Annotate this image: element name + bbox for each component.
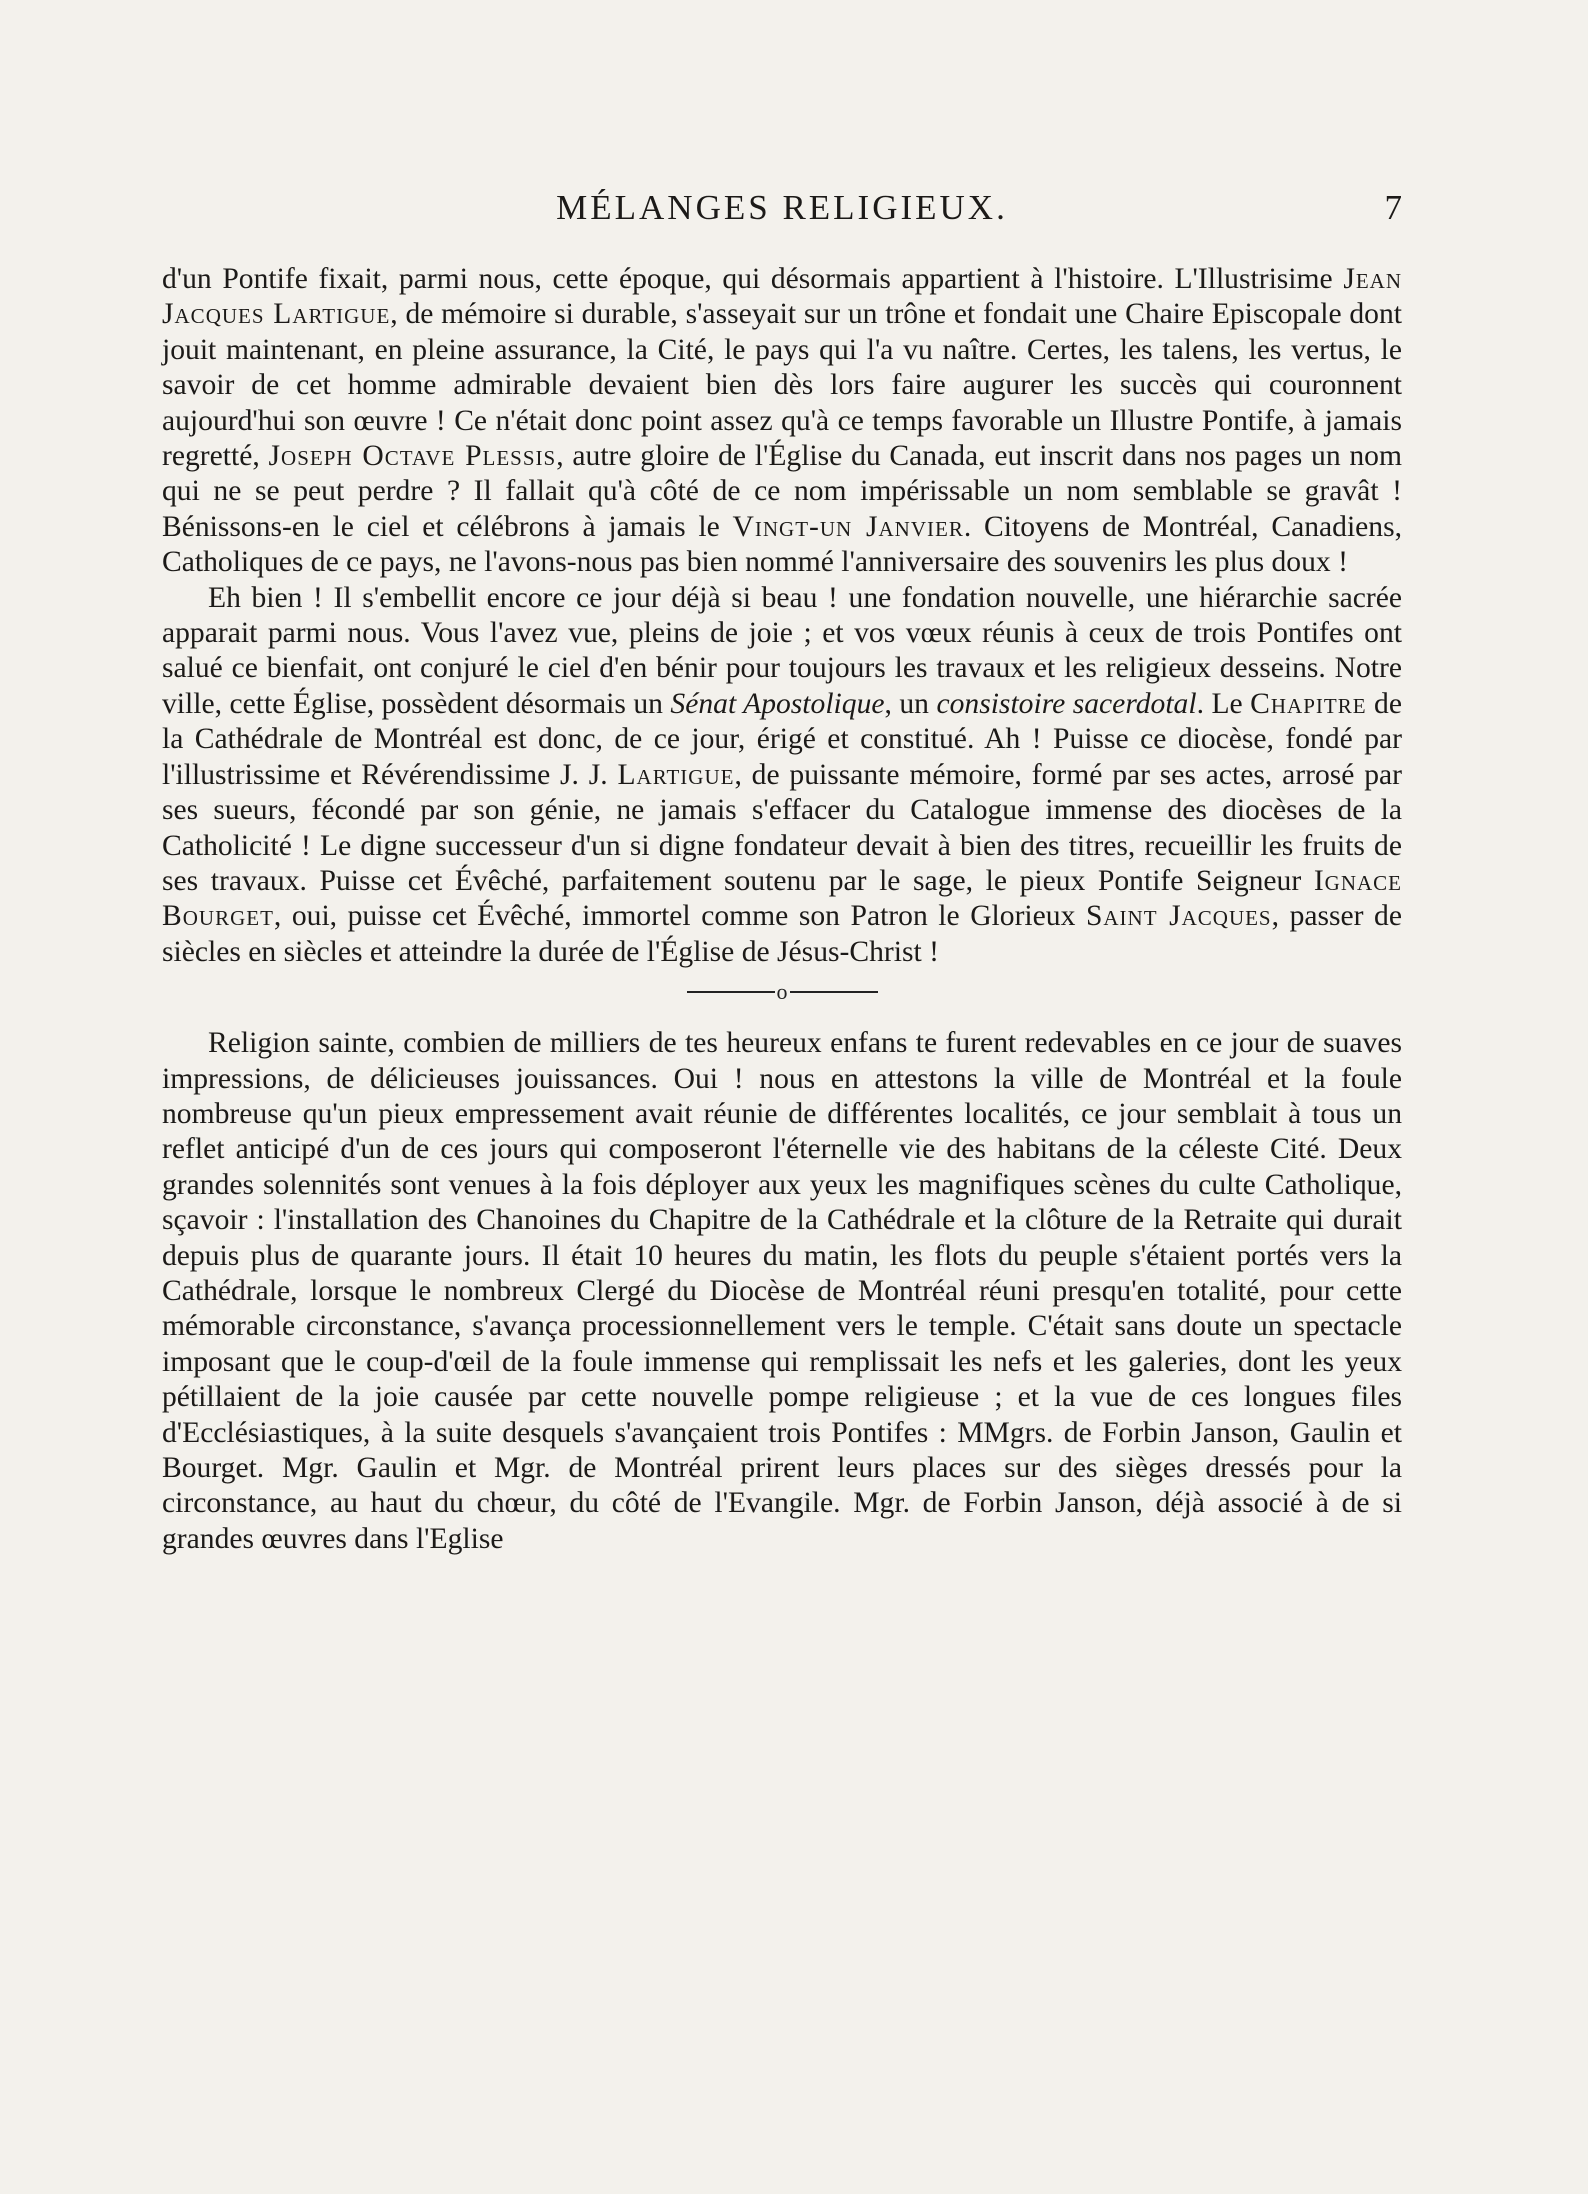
italic-senat: Sénat Apostolique	[670, 687, 885, 720]
text-run: Eh bien ! Il s'embellit encore ce jour déjà si beau ! une fondation nouvelle, une hiérarchie sacrée apparait parmi nous. Vous l'avez vue, pleins de joie ; et vos vœux réunis à ceux de trois Pontifes ont salué ce bienfait, ont conjuré le ciel d'en bénir pour toujours les travaux et les religieux desseins. Notre ville, cette Église, possèdent désormais un	[162, 581, 1402, 720]
italic-consistoire: consistoire sacerdotal	[936, 687, 1197, 720]
text-run: , passer de siècles en siècles et atteindre la durée de l'Église de Jésus-Christ !	[162, 900, 1402, 968]
text-run: , de mémoire si durable, s'asseyait sur un trône et fondait une Chaire Episcopale dont jouit maintenant, en pleine assurance, la Cité, le pays qui l'a vu naître. Certes, les talens, les vertus, le savoir de cet homme admirable devaient bien dès lors faire augurer les succès qui couronnent aujourd'hui son œuvre ! Ce n'était donc point assez qu'à ce temps favorable un Illustre Pontife, à jamais regretté,	[162, 298, 1402, 473]
name-vingt-un-janvier: Vingt-un Janvier	[732, 510, 964, 543]
text-run: de la Cathédrale de Montréal est donc, de ce jour, érigé et constitué. Ah ! Puisse ce diocèse, fondé par l'illustrissime et Révérendissime J. J.	[162, 687, 1402, 791]
page-number: 7	[1384, 188, 1402, 227]
text-run: . Citoyens de Montréal, Canadiens, Catholiques de ce pays, ne l'avons-nous pas bien nommé l'anniversaire des souvenirs les plus doux !	[162, 510, 1403, 579]
paragraph-religion: Religion sainte, combien de milliers de tes heureux enfans te furent redevables en ce jour de suaves impressions, de délicieuses jouissances. Oui ! nous en attestons la ville de Montréal et la foule nombreuse qu'un pieux empressement avait réunie de différentes localités, ce jour semblait à tous un reflet anticipé d'un de ces jours qui composeront l'éternelle vie des habitans de la céleste Cité. Deux grandes solennités sont venues à la fois déployer aux yeux les magnifiques scènes du culte Catholique, sçavoir : l'installation des Chanoines du Chapitre de la Cathédrale et la clôture de la Retraite qui durait depuis plus de quarante jours. Il était 10 heures du matin, les flots du peuple s'étaient portés vers la Cathédrale, lorsque le nombreux Clergé du Diocèse de Montréal réuni presqu'en totalité, pour cette mémorable circonstance, s'avança processionnellement vers le temple. C'était sans doute un spectacle imposant que le coup-d'œil de la foule immense qui remplissait les nefs et les galeries, dont les yeux pétillaient de la joie causée par cette nouvelle pompe religieuse ; et la vue de ces longues files d'Ecclésiastiques, à la suite desquels s'avançaient trois Pontifes : MMgrs. de Forbin Janson, Gaulin et Bourget. Mgr. Gaulin et Mgr. de Montréal prirent leurs places sur des sièges dressés pour la circonstance, au haut du chœur, du côté de l'Evangile. Mgr. de Forbin Janson, déjà associé à de si grandes œuvres dans l'Eglise	[162, 1027, 1402, 1555]
name-plessis: Joseph Octave Plessis	[268, 440, 557, 473]
paragraph-continuation	[162, 262, 1402, 581]
running-title: MÉLANGES RELIGIEUX.	[556, 188, 1008, 227]
name-bourget: Ignace Bourget	[162, 864, 1402, 933]
text-run: , autre gloire de l'Église du Canada, eut inscrit dans nos pages un nom qui ne se peut perdre ? Il fallait qu'à côté de ce nom impérissable un nom semblable se gravât ! Bénissons-en le ciel et célébrons à jamais le	[162, 440, 1402, 543]
separator-line-left	[687, 991, 775, 993]
text-run: , oui, puisse cet Évêché, immortel comme son Patron le Glorieux	[273, 900, 1086, 933]
name-chapitre: Chapitre	[1250, 687, 1367, 720]
running-head	[162, 188, 1402, 238]
text-run: , de puissante mémoire, formé par ses actes, arrosé par ses sueurs, fécondé par son génie, ne jamais s'effacer du Catalogue immense des diocèses de la Catholicité ! Le digne successeur d'un si digne fondateur devait à bien des titres, recueillir les fruits de ses travaux. Puisse cet Évêché, parfaitement soutenu par le sage, le pieux Pontife Seigneur	[162, 758, 1402, 897]
name-lartigue: Jean Jacques Lartigue	[162, 263, 1402, 331]
text-run: d'un Pontife fixait, parmi nous, cette époque, qui désormais appartient à l'histoire. L'Illustrisime	[162, 263, 1344, 295]
page-body	[162, 262, 1402, 1557]
section-separator	[162, 970, 1402, 1026]
text-run: . Le	[1196, 687, 1251, 720]
name-lartigue-2: Lartigue	[617, 758, 735, 791]
separator-line-right	[790, 991, 878, 993]
separator-mark: o	[776, 979, 788, 1005]
paragraph-fondation	[162, 581, 1402, 970]
name-saint-jacques: Saint Jacques	[1085, 900, 1272, 933]
text-run: , un	[884, 687, 937, 720]
